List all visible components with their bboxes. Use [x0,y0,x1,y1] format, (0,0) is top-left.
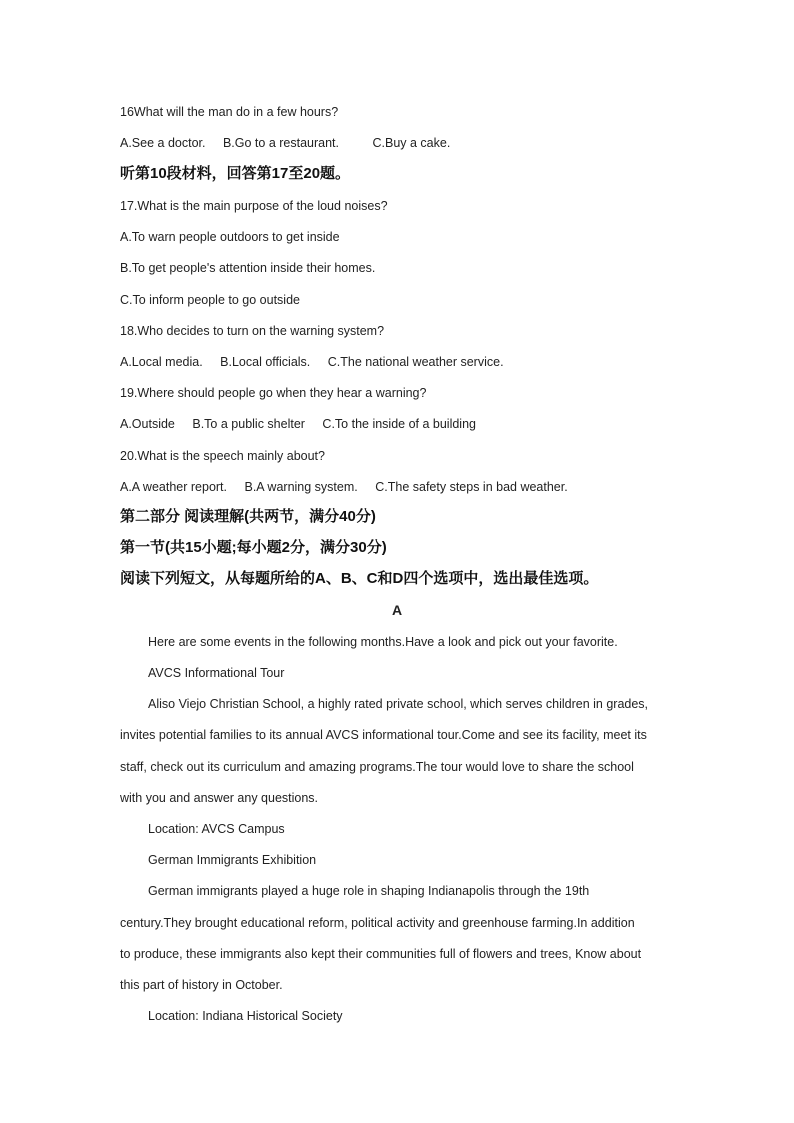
event-1-location: Location: AVCS Campus [148,822,285,836]
event-2-location: Location: Indiana Historical Society [148,1009,343,1023]
event-2-text-line: century.They brought educational reform, political activity and greenhouse farming.In addition [120,916,635,930]
question-18-options [120,354,504,370]
question-18: 18.Who decides to turn on the warning system? [120,324,385,338]
q16-option-c: C.Buy a cake. [372,136,451,150]
q19-option-a: A.Outside [120,417,175,431]
question-20: 20.What is the speech mainly about? [120,449,325,463]
reading-instruction: 阅读下列短文，从每题所给的A、B、C和D四个选项中，选出最佳选项。 [120,570,599,587]
event-2-title: German Immigrants Exhibition [148,853,317,867]
part-two-heading: 第二部分 阅读理解(共两节，满分40分) [120,508,376,525]
event-2-text-line: German immigrants played a huge role in shaping Indianapolis through the 19th [148,884,590,898]
section-one-heading: 第一节(共15小题;每小题2分，满分30分) [120,539,387,556]
event-1-title: AVCS Informational Tour [148,666,285,680]
event-2-text-line: this part of history in October. [120,978,283,992]
q17-option-a: A.To warn people outdoors to get inside [120,230,340,244]
event-1-text-line: Aliso Viejo Christian School, a highly rated private school, which serves children in grades, [148,697,649,711]
question-20-options [120,479,568,495]
question-19-options [120,416,476,432]
q20-option-a: A.A weather report. [120,480,228,494]
q18-option-c: C.The national weather service. [327,355,504,369]
question-16-options [120,135,450,151]
passage-intro: Here are some events in the following months.Have a look and pick out your favorite. [148,635,618,649]
event-1-text-line: with you and answer any questions. [120,791,319,805]
q16-option-b: B.Go to a restaurant. [222,136,340,150]
q20-option-b: B.A warning system. [244,480,358,494]
section-10-heading: 听第10段材料，回答第17至20题。 [120,165,351,182]
q19-option-c: C.To the inside of a building [322,417,476,431]
event-1-text-line: staff, check out its curriculum and amazing programs.The tour would love to share the school [120,760,634,774]
event-1-text-line: invites potential families to its annual AVCS informational tour.Come and see its facility, meet its [120,728,647,742]
passage-label: A [391,602,403,618]
q16-option-a: A.See a doctor. [120,136,206,150]
question-16: 16What will the man do in a few hours? [120,105,339,119]
q17-option-c: C.To inform people to go outside [120,293,300,307]
q18-option-b: B.Local officials. [220,355,311,369]
q17-option-b: B.To get people's attention inside their homes. [120,261,376,275]
q20-option-c: C.The safety steps in bad weather. [375,480,568,494]
question-17: 17.What is the main purpose of the loud noises? [120,199,388,213]
event-2-text-line: to produce, these immigrants also kept their communities full of flowers and trees, Know about [120,947,642,961]
q19-option-b: B.To a public shelter [192,417,305,431]
question-19: 19.Where should people go when they hear a warning? [120,386,427,400]
q18-option-a: A.Local media. [120,355,203,369]
